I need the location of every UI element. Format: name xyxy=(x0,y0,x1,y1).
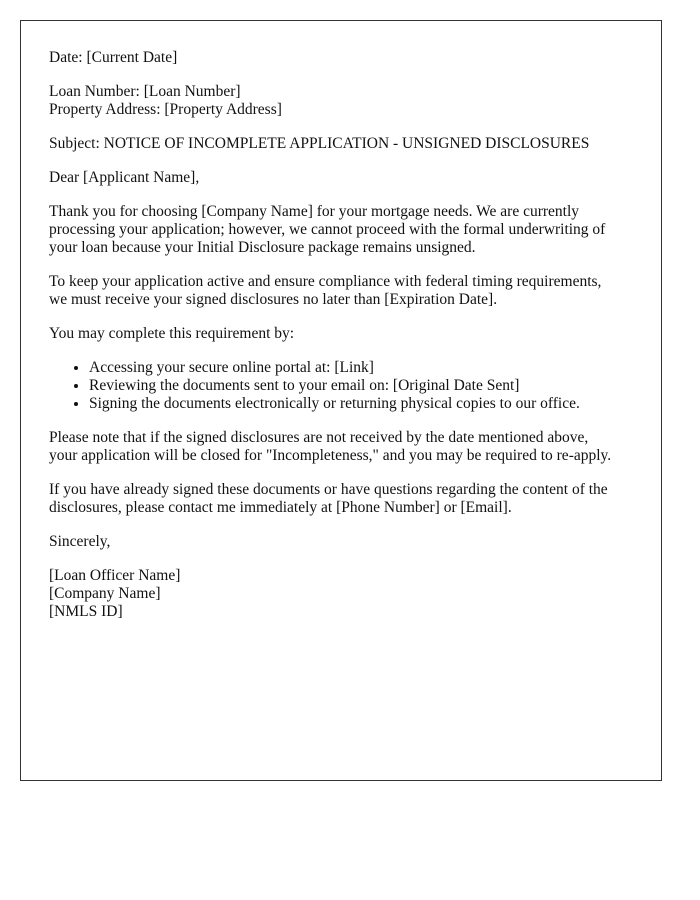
paragraph-options-intro: You may complete this requirement by: xyxy=(49,325,295,342)
loan-info xyxy=(49,83,632,119)
company-name: [Company Name] xyxy=(49,585,161,602)
options-list xyxy=(49,359,632,413)
signature-block xyxy=(49,567,632,621)
text-line: processing your application; however, we cannot proceed with the formal underwriting of xyxy=(49,221,606,238)
subject-line: Subject: NOTICE OF INCOMPLETE APPLICATION - UNSIGNED DISCLOSURES xyxy=(49,135,590,152)
paragraph-deadline xyxy=(49,273,632,309)
loan-number-line: Loan Number: [Loan Number] xyxy=(49,83,241,100)
paragraph-warning xyxy=(49,429,632,465)
list-item: • Reviewing the documents sent to your email on: [Original Date Sent] xyxy=(89,377,632,395)
salutation: Dear [Applicant Name], xyxy=(49,169,200,186)
list-item: • Accessing your secure online portal at: [Link] xyxy=(89,359,632,377)
paragraph-contact xyxy=(49,481,632,517)
text-line: Please note that if the signed disclosures are not received by the date mentioned above, xyxy=(49,429,589,446)
text-line: Thank you for choosing [Company Name] for your mortgage needs. We are currently xyxy=(49,203,580,220)
text-line: we must receive your signed disclosures no later than [Expiration Date]. xyxy=(49,291,498,308)
closing: Sincerely, xyxy=(49,533,111,550)
date-line: Date: [Current Date] xyxy=(49,49,178,66)
list-item: • Signing the documents electronically or returning physical copies to our office. xyxy=(89,395,632,413)
letter xyxy=(20,20,662,781)
text-line: disclosures, please contact me immediately at [Phone Number] or [Email]. xyxy=(49,499,512,516)
property-address-line: Property Address: [Property Address] xyxy=(49,101,282,118)
text-line: your application will be closed for "Incompleteness," and you may be required to re-apply. xyxy=(49,447,612,464)
paragraph-intro xyxy=(49,203,632,257)
text-line: To keep your application active and ensure compliance with federal timing requirements, xyxy=(49,273,602,290)
loan-officer-name: [Loan Officer Name] xyxy=(49,567,181,584)
nmls-id: [NMLS ID] xyxy=(49,603,123,620)
text-line: your loan because your Initial Disclosure package remains unsigned. xyxy=(49,239,476,256)
text-line: If you have already signed these documents or have questions regarding the content of the xyxy=(49,481,608,498)
